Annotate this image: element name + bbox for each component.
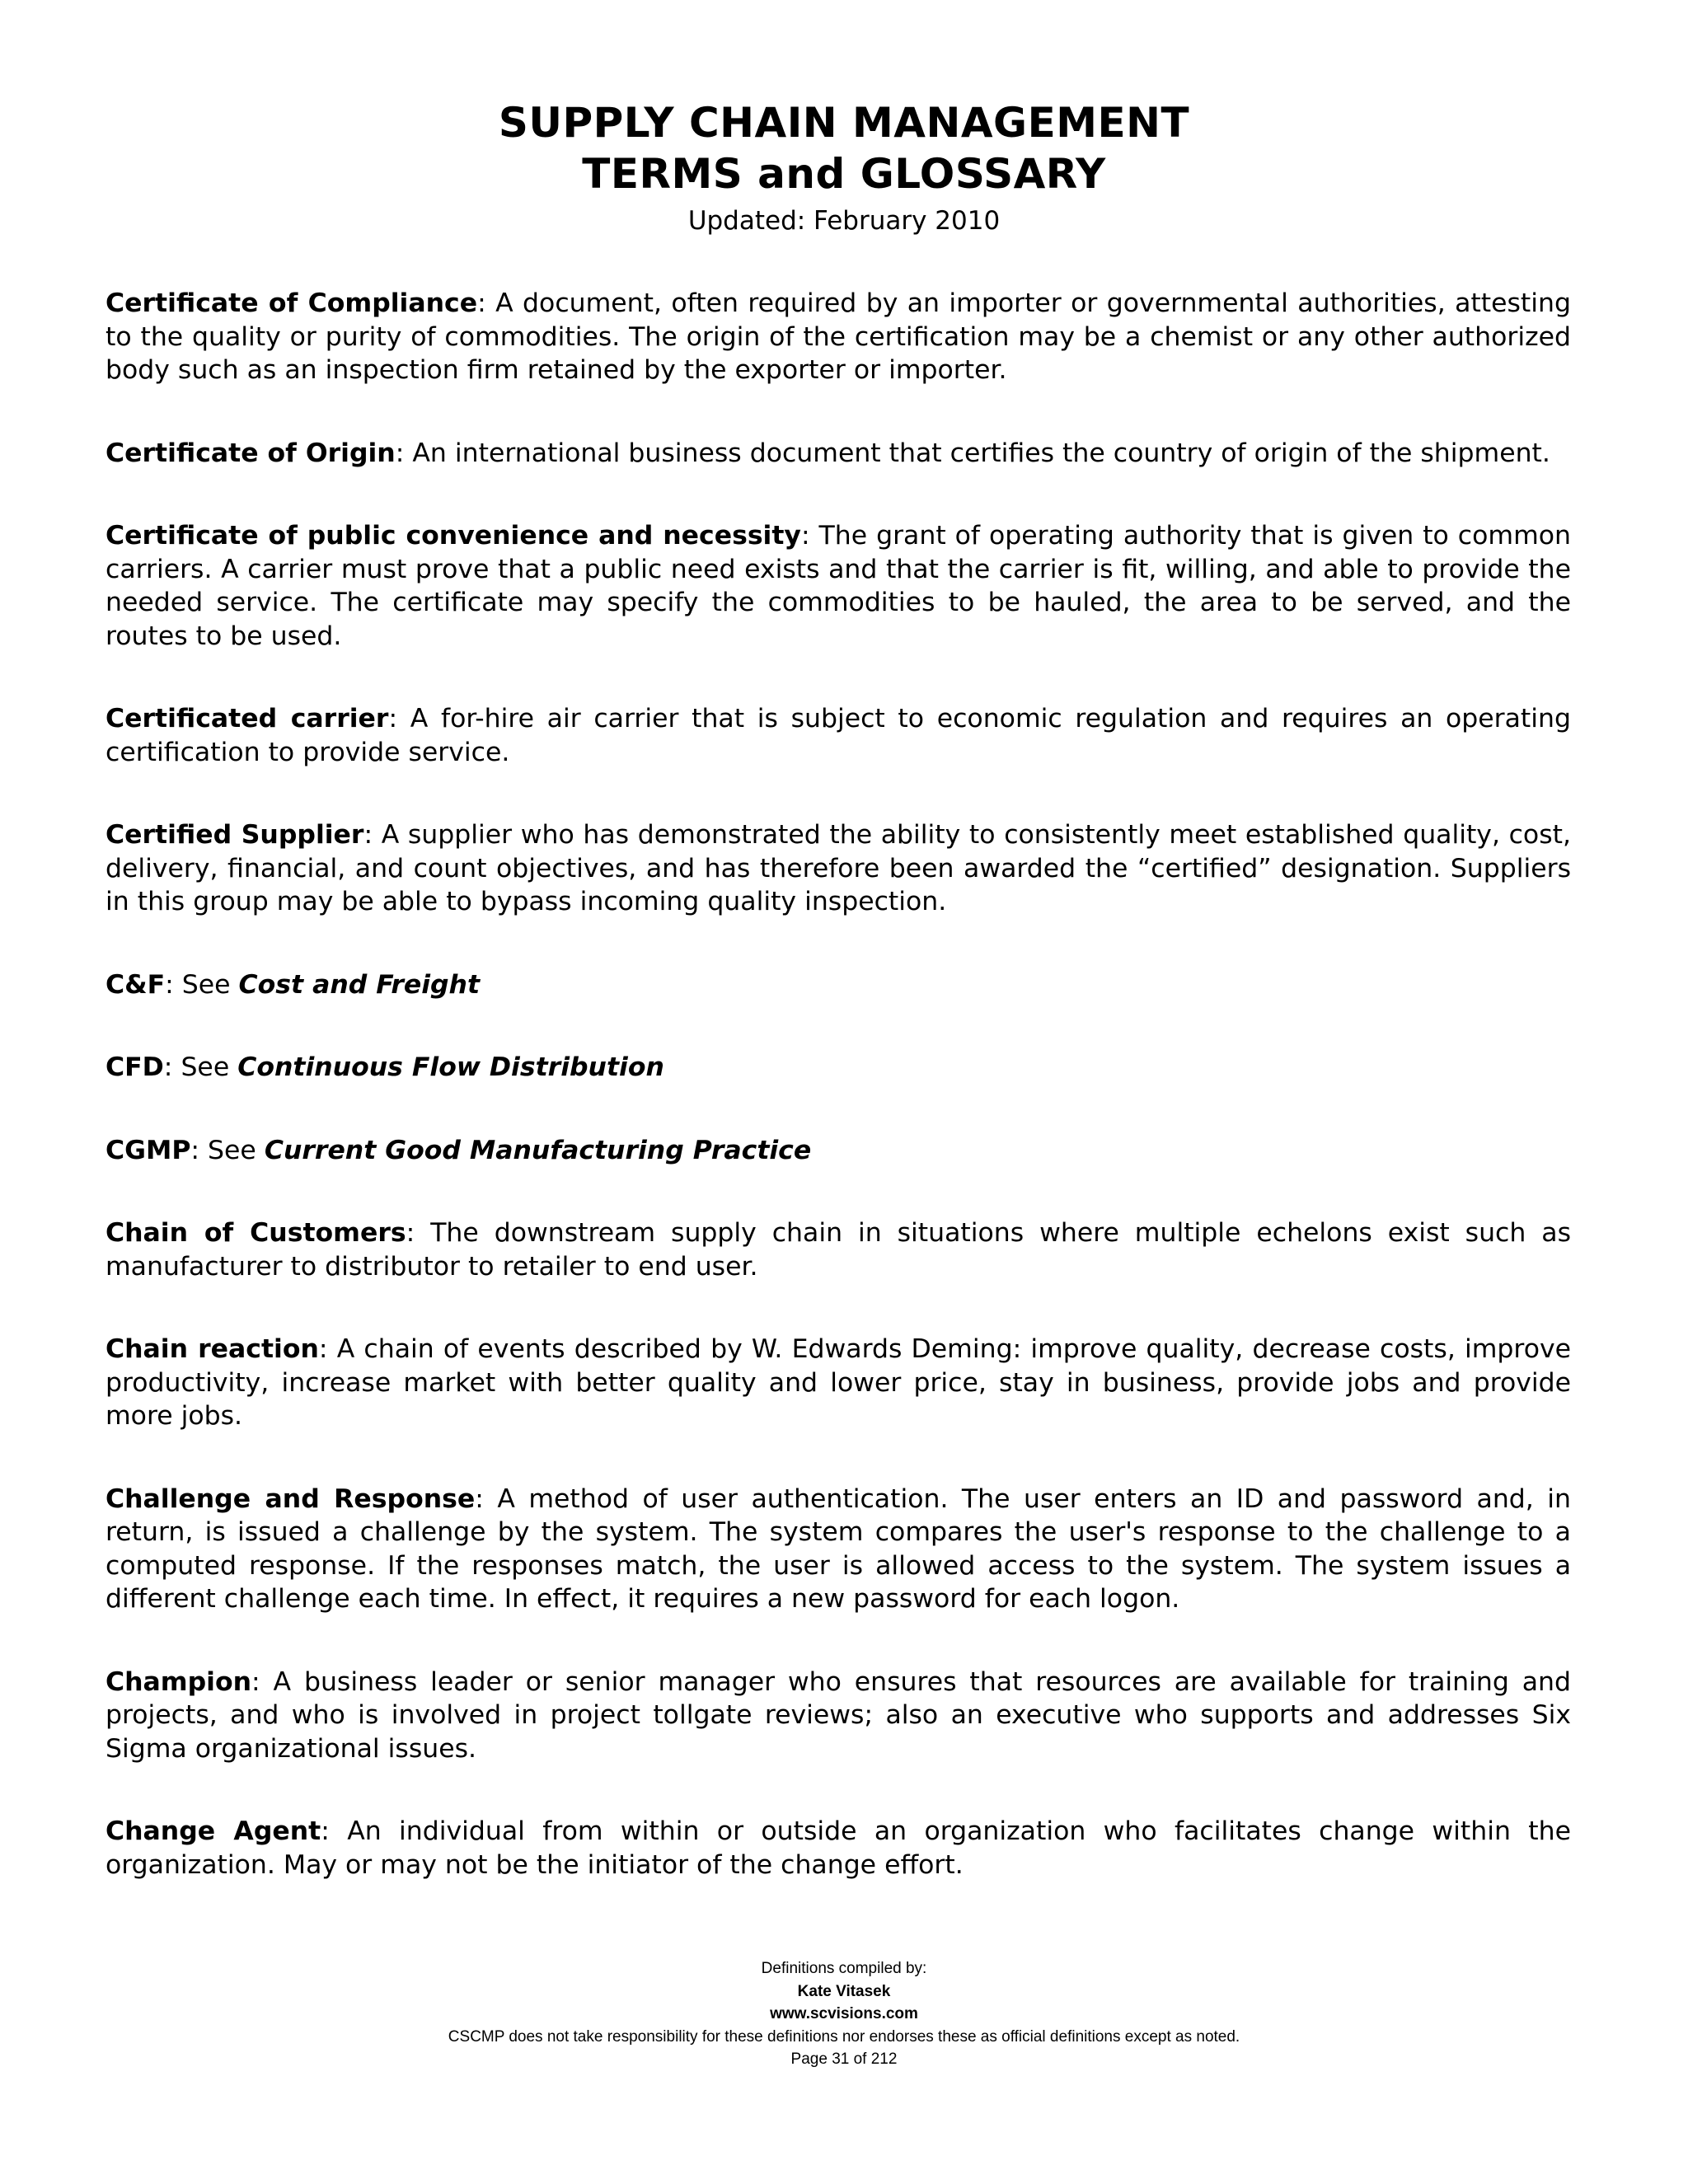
entry-term: Chain reaction <box>106 1334 319 1364</box>
entry-separator: : <box>388 704 410 733</box>
glossary-entry <box>106 818 1571 919</box>
glossary-entry <box>106 437 1571 471</box>
entry-definition: A business leader or senior manager who ensures that resources are available for training and projects, and who is involved in project tollgate reviews; also an executive who supports and addresses Six Sigma organizational issues. <box>106 1666 1571 1764</box>
glossary-entry <box>106 1815 1571 1882</box>
updated-date: Updated: February 2010 <box>687 206 1001 236</box>
entry-separator: : <box>475 1483 498 1514</box>
entry-definition: The grant of operating authority that is given to common carriers. A carrier must prove that a public need exists and that the carrier is fit, willing, and able to provide the needed service. The certificate may specify the commodities to be hauled, the area to be served, and the routes to be used. <box>106 521 1571 651</box>
entry-separator: : <box>318 1334 337 1364</box>
entry-definition: A supplier who has demonstrated the ability to consistently meet established quality, cost, delivery, financial, and count objectives, and has therefore been awarded the “certified” designation. Suppliers in this group may be able to bypass incoming quality inspection. <box>106 820 1571 916</box>
glossary-entry <box>106 702 1571 769</box>
entry-term: C&F <box>106 969 166 1000</box>
page-footer <box>0 1957 1688 2071</box>
entry-term: Change Agent <box>106 1816 321 1846</box>
entry-term: Certificated carrier <box>106 704 389 733</box>
page-title-line-1: SUPPLY CHAIN MANAGEMENT <box>498 99 1190 147</box>
entry-separator: : <box>395 438 413 468</box>
footer-author: Kate Vitasek <box>797 1982 891 2000</box>
entry-separator: : <box>251 1666 274 1697</box>
entry-definition: See <box>181 1052 238 1082</box>
entry-term: Certificate of Origin <box>106 438 396 468</box>
entry-term: CGMP <box>106 1135 191 1165</box>
footer-website: www.scvisions.com <box>770 2005 918 2022</box>
cross-reference: Current Good Manufacturing Practice <box>264 1135 812 1165</box>
glossary-entry <box>106 1666 1571 1766</box>
page-title-line-2: TERMS and GLOSSARY <box>582 150 1106 198</box>
entry-term: Challenge and Response <box>106 1483 476 1514</box>
entry-term: Certificate of public convenience and necessity <box>106 521 801 551</box>
glossary-entry <box>106 1134 1571 1168</box>
entry-definition: An international business document that certifies the country of origin of the shipment. <box>412 438 1550 468</box>
entry-separator: : <box>406 1218 431 1248</box>
entry-definition: A chain of events described by W. Edwards Deming: improve quality, decrease costs, improve productivity, increase market with better quality and lower price, stay in business, provide jobs and provide more jobs. <box>106 1334 1571 1431</box>
entry-separator: : <box>165 969 182 1000</box>
entry-separator: : <box>800 521 819 551</box>
entry-definition: A for-hire air carrier that is subject to economic regulation and requires an operating certification to provide service. <box>106 704 1571 767</box>
glossary-entry <box>106 1216 1571 1283</box>
entry-term: Certified Supplier <box>106 820 364 850</box>
cross-reference: Continuous Flow Distribution <box>237 1052 664 1082</box>
glossary-entry <box>106 968 1571 1002</box>
cross-reference: Cost and Freight <box>238 969 481 1000</box>
entry-definition: See <box>181 969 239 1000</box>
entry-definition: See <box>208 1135 265 1165</box>
entry-definition: A method of user authentication. The user enters an ID and password and, in return, is issued a challenge by the system. The system compares the user's response to the challenge to a computed response. If the responses match, the user is allowed access to the system. The system issues a different challenge each time. In effect, it requires a new password for each logon. <box>106 1483 1571 1614</box>
entry-term: Champion <box>106 1666 252 1697</box>
entry-term: Certificate of Compliance <box>106 288 478 318</box>
entry-separator: : <box>363 820 382 850</box>
entry-definition: A document, often required by an importer or governmental authorities, attesting to the quality or purity of commodities. The origin of the certification may be a chemist or any other authorized body such as an inspection firm retained by the exporter or importer. <box>106 288 1571 385</box>
entry-term: Chain of Customers <box>106 1218 406 1248</box>
footer-compiled-by: Definitions compiled by: <box>761 1960 927 1977</box>
entry-definition: An individual from within or outside an organization who facilitates change within the organization. May or may not be the initiator of the change effort. <box>106 1816 1571 1880</box>
entry-separator: : <box>321 1816 348 1846</box>
entry-separator: : <box>163 1052 181 1082</box>
entry-separator: : <box>477 288 496 318</box>
glossary-entry <box>106 1483 1571 1616</box>
page-header <box>0 97 1688 239</box>
glossary-entry <box>106 1051 1571 1085</box>
entry-definition: The downstream supply chain in situations where multiple echelons exist such as manufacturer to distributor to retailer to end user. <box>106 1218 1571 1282</box>
footer-page-number: Page 31 of 212 <box>790 2050 898 2068</box>
glossary-entry <box>106 1333 1571 1433</box>
glossary-entries <box>106 287 1571 1931</box>
footer-disclaimer: CSCMP does not take responsibility for these definitions nor endorses these as official definitions except as noted. <box>448 2027 1240 2046</box>
glossary-entry <box>106 519 1571 653</box>
glossary-entry <box>106 287 1571 387</box>
entry-separator: : <box>190 1135 209 1165</box>
entry-term: CFD <box>106 1052 164 1082</box>
